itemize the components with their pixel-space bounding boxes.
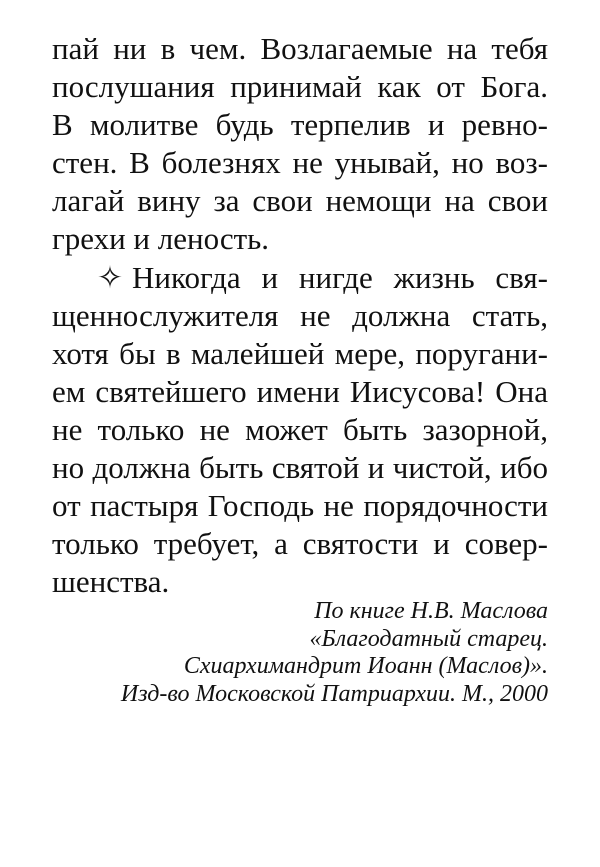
citation-line: «Благодатный старец.	[309, 625, 548, 652]
document-body	[52, 30, 548, 601]
text-line: но должна быть святой и чистой, ибо	[52, 450, 548, 486]
text-line: щеннослужителя не должна стать,	[52, 297, 548, 333]
text-line: не только не может быть зазорной,	[52, 411, 548, 447]
text-line: ем святейшего имени Иисусова! Она	[52, 373, 548, 409]
text-line	[52, 259, 548, 297]
text-line: шенства.	[52, 564, 170, 600]
ornament-bullet-icon: ✧	[97, 259, 123, 295]
text-line: грехи и леность.	[52, 221, 270, 257]
text-line-content: Никогда и нигде жизнь свя-	[131, 259, 548, 295]
source-citation	[28, 598, 548, 708]
paragraph-2	[52, 259, 548, 602]
paragraph-1	[52, 30, 548, 259]
text-line: хотя бы в малейшей мере, поругани-	[52, 335, 548, 371]
text-line: пай ни в чем. Возлагаемые на тебя	[52, 31, 548, 66]
text-line: от пастыря Господь не порядочности	[52, 488, 548, 524]
text-line: стен. В болезнях не унывай, но воз-	[52, 145, 548, 181]
citation-line: Схиархимандрит Иоанн (Маслов)».	[183, 653, 548, 679]
citation-line: Изд-во Московской Патриархии. М., 2000	[120, 680, 548, 707]
text-line: лагай вину за свои немощи на свои	[52, 183, 548, 219]
text-line: послушания принимай как от Бога.	[52, 69, 548, 105]
text-line: В молитве будь терпелив и ревно-	[52, 107, 548, 143]
citation-line: По книге Н.В. Маслова	[314, 598, 548, 624]
text-line: только требует, а святости и совер-	[52, 526, 548, 562]
